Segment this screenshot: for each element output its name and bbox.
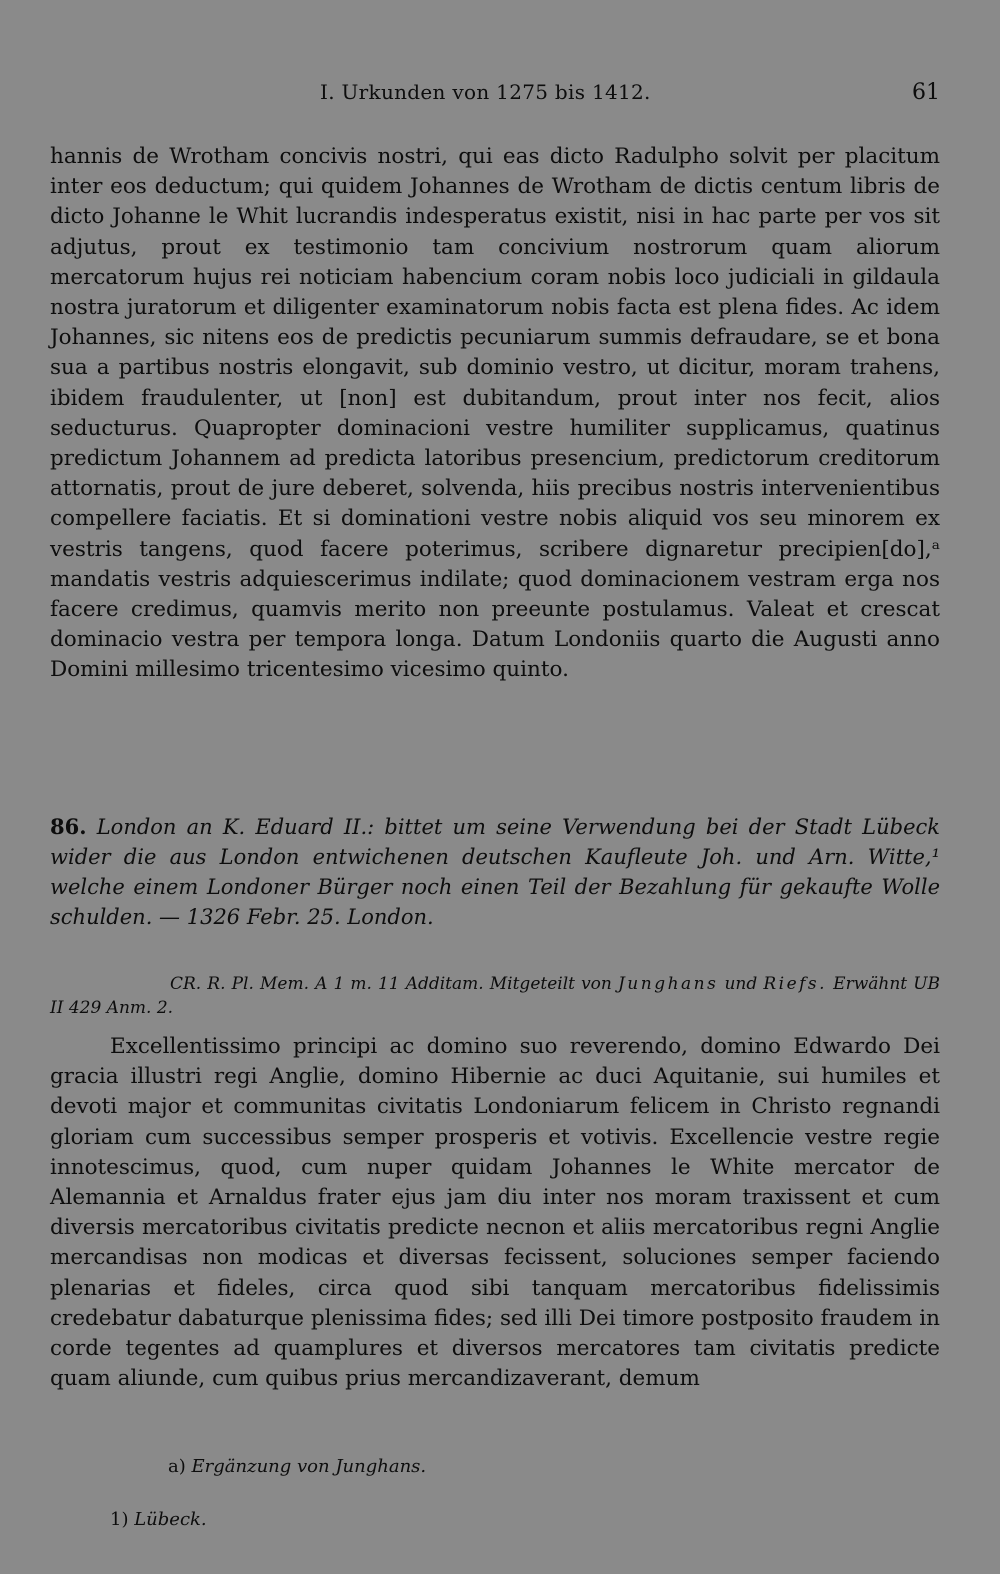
running-head (50, 80, 940, 110)
document-number: 86. (50, 814, 87, 839)
source-note (50, 972, 940, 1020)
document-regest: London an K. Eduard II.: bittet um seine Verwendung bei der Stadt Lübeck wider die aus London entwichenen deutschen Kaufleute Joh. und Arn. Witte,¹ welche einem Londoner Bürger noch einen Teil der Bezahlung für gekaufte Wolle schulden. — 1326 Febr. 25. London. (50, 815, 940, 929)
source-conjunction: und (724, 974, 758, 994)
footnote-1-text: Lübeck. (134, 1509, 207, 1530)
continued-charter-text: hannis de Wrotham concivis nostri, qui eas dicto Radulpho solvit per placitum inter eos deductum; qui quidem Johannes de Wrotham de dictis centum libris de dicto Johanne le Whit lucrandis indesperatus existit, nisi in hac parte per vos sit adjutus, prout ex testimonio tam concivium nostrorum quam aliorum mercatorum hujus rei noticiam habencium coram nobis loco judiciali in gildaula nostra juratorum et diligenter examinatorum nobis facta est plena fides. Ac idem Johannes, sic nitens eos de predictis pecuniarum summis defraudare, se et bona sua a partibus nostris elongavit, sub dominio vestro, ut dicitur, moram trahens, ibidem fraudulenter, ut [non] est dubitandum, prout inter nos fecit, alios seducturus. Quapropter dominacioni vestre humiliter supplicamus, quatinus predictum Johannem ad predicta latoribus presencium, predictorum creditorum attornatis, prout de jure deberet, solvenda, hiis precibus nostris intervenientibus compellere faciatis. Et si dominationi vestre nobis aliquid vos seu minorem ex vestris tangens, quod facere poterimus, scribere dignaretur precipien[do],ᵃ mandatis vestris adquiescerimus indilate; quod dominacionem vestram erga nos facere credimus, quamvis merito non preeunte postulamus. Valeat et crescat dominacio vestra per tempora longa. Datum Londoniis quarto die Augusti anno Domini millesimo tricentesimo vicesimo quinto. (50, 144, 940, 683)
footnote-a-text: Ergänzung von Junghans. (191, 1456, 427, 1477)
footnote-1-label: 1) (110, 1509, 129, 1530)
source-editor-1: Junghans (617, 974, 719, 994)
source-reference: CR. R. Pl. Mem. A 1 m. 11 Additam. Mitgeteilt von (170, 974, 612, 994)
source-editor-2: Riefs. (763, 974, 828, 994)
page-number: 61 (912, 80, 940, 105)
running-title: I. Urkunden von 1275 bis 1412. (320, 80, 651, 104)
footnote-1 (110, 1508, 207, 1532)
source-mention: Erwähnt UB II 429 Anm. 2. (50, 974, 941, 1018)
footnote-a-label: a) (168, 1456, 186, 1477)
charter-86-text: Excellentissimo principi ac domino suo reverendo, domino Edwardo Dei gracia illustri regi Anglie, domino Hibernie ac duci Aquitanie, sui humiles et devoti major et communitas civitatis Londoniarum felicem in Christo regnandi gloriam cum successibus semper prosperis et votivis. Excellencie vestre regie innotescimus, quod, cum nuper quidam Johannes le White mercator de Alemannia et Arnaldus frater ejus jam diu inter nos moram traxissent et cum diversis mercatoribus civitatis predicte necnon et aliis mercatoribus regni Anglie mercandisas non modicas et diversas fecissent, soluciones semper faciendo plenarias et fideles, circa quod sibi tanquam mercatoribus fidelissimis credebatur dabaturque plenissima fides; sed illi Dei timore postposito fraudem in corde tegentes ad quamplures et diversos mercatores tam civitatis predicte quam aliunde, cum quibus prius mercandizaverant, demum (50, 1034, 940, 1392)
footnote-a (168, 1455, 426, 1479)
document-86-heading (50, 812, 940, 932)
